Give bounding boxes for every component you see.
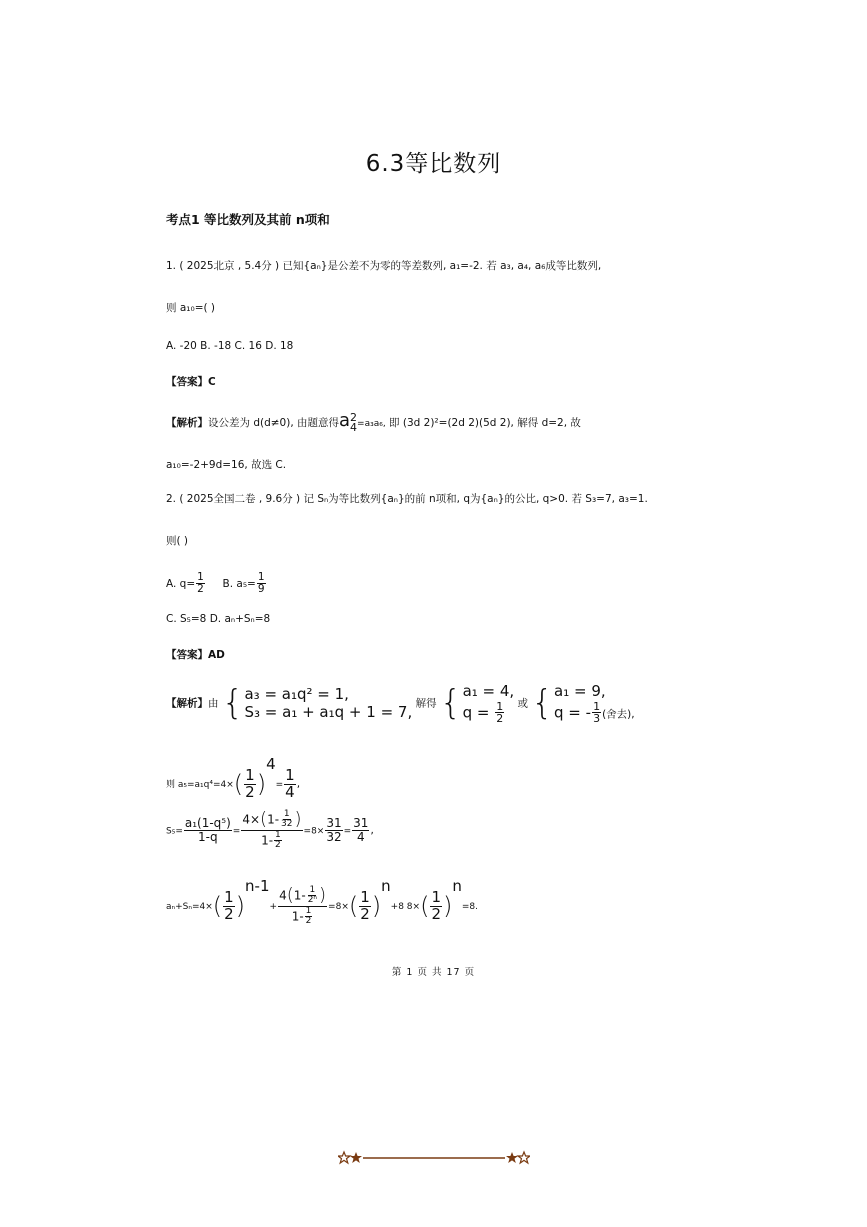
- q2-a5-calc: 则 a₅=a₁q⁴=4×( $\frac{1}{2}$ )$^4$= $\frac{1}{4}$ ,: [166, 755, 301, 801]
- equation-system-2: { a₁ = 4, q = $\frac{1}{2}$: [439, 682, 515, 726]
- q2-jiede: 解得: [415, 697, 437, 710]
- q1-analysis-a: a: [339, 410, 351, 431]
- q2-opt-a: A. q= $\frac{1}{2}$: [166, 571, 204, 596]
- q1-answer: 【答案】C: [166, 376, 216, 388]
- page-footer: 第 1 页 共 17 页: [391, 967, 476, 978]
- q2-huo: 或: [517, 697, 529, 710]
- star-icon: [506, 1152, 518, 1163]
- section-heading: 考点1 等比数列及其前 n项和: [166, 212, 330, 227]
- q2-stem-line2: 则( ): [166, 535, 189, 547]
- star-icon: [518, 1152, 530, 1163]
- q2-opt-b: B. a₅= $\frac{1}{9}$: [222, 571, 265, 596]
- decorative-divider: [338, 1150, 530, 1166]
- q2-an-sn-calc: aₙ+Sₙ=4×( $\frac{1}{2}$ )$^{n-1}$+ 4(1- $\frac{1}{\text{2ⁿ}}$ ) 1- $\frac{1}{2}$ =8×( $\frac{1}{2}$ )$^n$+8 8×( $\frac{1}{2}$ )$^n$=8.: [166, 877, 479, 926]
- q2-you: 由: [208, 697, 219, 710]
- q1-stem-line2: 则 a₁₀=( ): [166, 302, 216, 314]
- analysis-label: 【解析】: [166, 417, 208, 429]
- q2-answer: 【答案】AD: [166, 649, 225, 661]
- q1-analysis-post: 即 (3d 2)²=(2d 2)(5d 2), 解得 d=2, 故: [385, 417, 581, 429]
- q2-options-cd: C. S₅=8 D. aₙ+Sₙ=8: [166, 613, 271, 625]
- q1-analysis: [166, 410, 581, 433]
- q1-options: A. -20 B. -18 C. 16 D. 18: [166, 340, 294, 352]
- page-title: 6.3等比数列: [365, 151, 502, 177]
- q1-analysis-pre: 设公差为 d(d≠0), 由题意得: [208, 417, 340, 429]
- analysis-label: 【解析】: [166, 697, 208, 710]
- star-icon: [350, 1152, 362, 1163]
- q2-s5-calc: S₅= $\frac{\text{a₁(1-q⁵)}}{1-q}$ = 4×(1- $\frac{1}{32}$ ) 1- $\frac{1}{2}$ =8× $\frac{31}{32}$ = $\frac{31}{4}$ ,: [166, 808, 374, 851]
- q2-analysis-systems: [166, 682, 635, 725]
- q2-options-ab: [166, 572, 267, 595]
- q1-analysis-sup: 2: [350, 411, 358, 425]
- q1-analysis-line2: a₁₀=-2+9d=16, 故选 C.: [166, 459, 287, 471]
- q1-stem-line1: 1. ( 2025北京 , 5.4分 ) 已知{aₙ}是公差不为零的等差数列, a₁=-2. 若 a₃, a₄, a₆成等比数列,: [166, 260, 602, 272]
- q1-analysis-sub: 4: [350, 421, 358, 434]
- q2-stem-line1: 2. ( 2025全国二卷 , 9.6分 ) 记 Sₙ为等比数列{aₙ}的前 n项和, q为{aₙ}的公比, q>0. 若 S₃=7, a₃=1.: [166, 493, 648, 505]
- equation-system-3: { a₁ = 9, q = - $\frac{1}{3}$ (舍去),: [531, 682, 635, 726]
- q1-analysis-eq: =a₃a₆,: [357, 419, 386, 429]
- equation-system-1: { a₃ = a₁q² = 1, S₃ = a₁ + a₁q + 1 = 7,: [221, 683, 413, 724]
- star-icon: [338, 1152, 350, 1163]
